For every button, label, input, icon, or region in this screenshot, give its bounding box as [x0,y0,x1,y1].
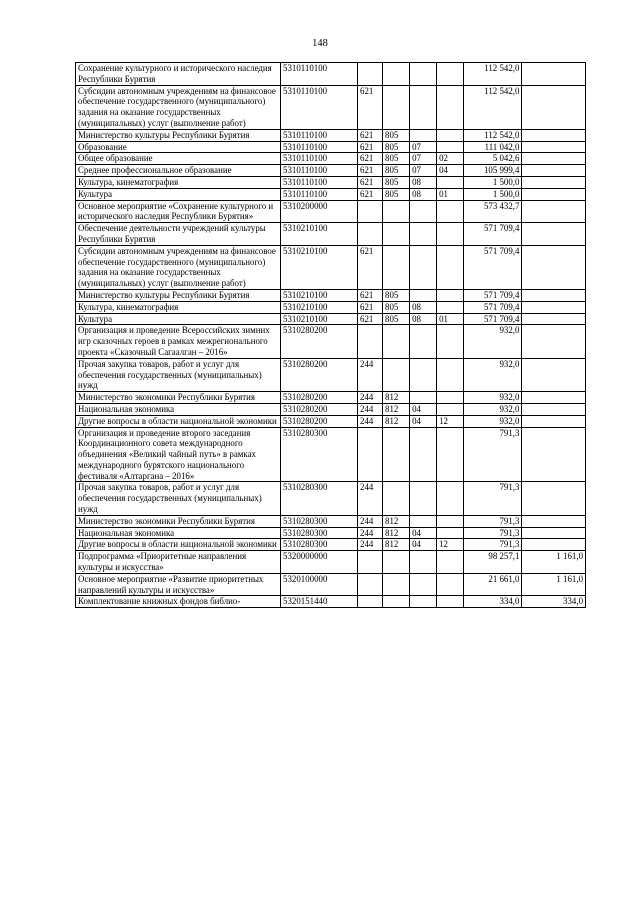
amount-federal-cell [522,539,586,551]
section-code-cell [410,392,437,404]
amount-total-cell: 932,0 [464,358,522,391]
subsection-code-cell: 12 [437,415,464,427]
amount-total-cell: 1 500,0 [464,176,522,188]
table-row [76,539,586,551]
table-row [76,289,586,301]
target-article-code-cell: 5310210100 [281,245,358,289]
expense-type-code-cell: 244 [358,515,383,527]
amount-federal-cell [522,427,586,482]
row-name-cell: Культура, кинематография [76,176,281,188]
section-code-cell [410,200,437,223]
administrator-code-cell: 812 [383,515,410,527]
amount-total-cell: 98 257,1 [464,551,522,574]
amount-total-cell: 791,3 [464,515,522,527]
table-row [76,358,586,391]
table-body [76,63,586,608]
subsection-code-cell [437,482,464,515]
amount-total-cell: 5 042,6 [464,153,522,165]
subsection-code-cell: 12 [437,539,464,551]
amount-federal-cell [522,129,586,141]
administrator-code-cell [383,245,410,289]
amount-total-cell: 111 042,0 [464,141,522,153]
amount-federal-cell [522,153,586,165]
section-code-cell [410,245,437,289]
amount-federal-cell [522,176,586,188]
table-row [76,63,586,86]
row-name-cell: Субсидии автономным учреждениям на финансовое обеспечение государственного (муниципального) задания на оказание государственных (муниципальных) услуг (выполнение работ) [76,85,281,129]
amount-total-cell: 791,3 [464,482,522,515]
administrator-code-cell: 812 [383,527,410,539]
table-row [76,551,586,574]
amount-federal-cell [522,527,586,539]
expense-type-code-cell: 621 [358,165,383,177]
target-article-code-cell: 5310280200 [281,415,358,427]
subsection-code-cell: 04 [437,165,464,177]
administrator-code-cell: 805 [383,176,410,188]
table-row [76,392,586,404]
section-code-cell [410,596,437,608]
subsection-code-cell [437,176,464,188]
administrator-code-cell: 805 [383,313,410,325]
row-name-cell: Субсидии автономным учреждениям на финансовое обеспечение государственного (муниципального) задания на оказание государственных (муниципальных) услуг (выполнение работ) [76,245,281,289]
amount-total-cell: 105 999,4 [464,165,522,177]
administrator-code-cell: 805 [383,165,410,177]
amount-total-cell: 571 709,4 [464,223,522,246]
section-code-cell [410,573,437,596]
expense-type-code-cell [358,63,383,86]
amount-federal-cell [522,301,586,313]
table-row [76,165,586,177]
administrator-code-cell: 812 [383,392,410,404]
row-name-cell: Подпрограмма «Приоритетные направления культуры и искусства» [76,551,281,574]
subsection-code-cell [437,403,464,415]
expense-type-code-cell: 244 [358,415,383,427]
expense-type-code-cell [358,223,383,246]
row-name-cell: Другие вопросы в области национальной экономики [76,539,281,551]
administrator-code-cell [383,573,410,596]
subsection-code-cell [437,427,464,482]
section-code-cell [410,427,437,482]
expense-type-code-cell: 244 [358,539,383,551]
subsection-code-cell [437,358,464,391]
subsection-code-cell: 02 [437,153,464,165]
section-code-cell: 08 [410,188,437,200]
subsection-code-cell: 01 [437,313,464,325]
subsection-code-cell: 01 [437,188,464,200]
amount-federal-cell: 1 161,0 [522,573,586,596]
table-row [76,527,586,539]
expense-type-code-cell: 244 [358,482,383,515]
amount-total-cell: 791,3 [464,427,522,482]
expense-type-code-cell: 621 [358,141,383,153]
subsection-code-cell [437,573,464,596]
administrator-code-cell: 812 [383,539,410,551]
table-row [76,482,586,515]
target-article-code-cell: 5310110100 [281,153,358,165]
section-code-cell: 07 [410,141,437,153]
expense-type-code-cell [358,200,383,223]
target-article-code-cell: 5310280200 [281,358,358,391]
administrator-code-cell: 805 [383,301,410,313]
expense-type-code-cell [358,427,383,482]
row-name-cell: Министерство экономики Республики Бурятия [76,392,281,404]
target-article-code-cell: 5310280300 [281,482,358,515]
administrator-code-cell: 805 [383,129,410,141]
administrator-code-cell [383,63,410,86]
section-code-cell: 07 [410,165,437,177]
amount-total-cell: 571 709,4 [464,289,522,301]
amount-federal-cell [522,200,586,223]
amount-total-cell: 791,3 [464,527,522,539]
administrator-code-cell: 812 [383,403,410,415]
target-article-code-cell: 5310110100 [281,188,358,200]
row-name-cell: Основное мероприятие «Сохранение культурного и исторического наследия Республики Бурятия» [76,200,281,223]
administrator-code-cell: 812 [383,415,410,427]
row-name-cell: Культура, кинематография [76,301,281,313]
section-code-cell: 08 [410,176,437,188]
target-article-code-cell: 5310110100 [281,165,358,177]
expense-type-code-cell: 621 [358,85,383,129]
amount-total-cell: 112 542,0 [464,85,522,129]
row-name-cell: Культура [76,188,281,200]
administrator-code-cell [383,358,410,391]
subsection-code-cell [437,63,464,86]
administrator-code-cell [383,200,410,223]
amount-total-cell: 571 709,4 [464,301,522,313]
subsection-code-cell [437,141,464,153]
row-name-cell: Общее образование [76,153,281,165]
table-row [76,153,586,165]
amount-federal-cell [522,313,586,325]
amount-federal-cell [522,482,586,515]
target-article-code-cell: 5310210100 [281,289,358,301]
section-code-cell: 04 [410,403,437,415]
target-article-code-cell: 5310210100 [281,313,358,325]
table-row [76,596,586,608]
section-code-cell: 04 [410,539,437,551]
expense-type-code-cell: 621 [358,245,383,289]
expense-type-code-cell: 621 [358,129,383,141]
amount-total-cell: 571 709,4 [464,245,522,289]
target-article-code-cell: 5310280300 [281,515,358,527]
table-row [76,85,586,129]
target-article-code-cell: 5310210100 [281,301,358,313]
section-code-cell: 07 [410,153,437,165]
amount-total-cell: 112 542,0 [464,129,522,141]
amount-total-cell: 932,0 [464,403,522,415]
page-number: 148 [312,38,328,49]
section-code-cell [410,289,437,301]
amount-total-cell: 932,0 [464,325,522,358]
section-code-cell [410,358,437,391]
row-name-cell: Национальная экономика [76,527,281,539]
target-article-code-cell: 5310110100 [281,85,358,129]
target-article-code-cell: 5310280300 [281,427,358,482]
budget-table [75,62,586,608]
section-code-cell [410,551,437,574]
expense-type-code-cell: 621 [358,301,383,313]
target-article-code-cell: 5310280300 [281,539,358,551]
expense-type-code-cell: 621 [358,153,383,165]
table-row [76,200,586,223]
expense-type-code-cell [358,325,383,358]
amount-federal-cell [522,223,586,246]
table-row [76,245,586,289]
table-row [76,129,586,141]
subsection-code-cell [437,289,464,301]
section-code-cell: 04 [410,415,437,427]
administrator-code-cell [383,85,410,129]
row-name-cell: Другие вопросы в области национальной экономики [76,415,281,427]
amount-federal-cell [522,63,586,86]
row-name-cell: Среднее профессиональное образование [76,165,281,177]
amount-total-cell: 1 500,0 [464,188,522,200]
table-row [76,188,586,200]
section-code-cell [410,129,437,141]
row-name-cell: Обеспечение деятельности учреждений культуры Республики Бурятия [76,223,281,246]
expense-type-code-cell: 244 [358,527,383,539]
expense-type-code-cell [358,551,383,574]
amount-total-cell: 573 432,7 [464,200,522,223]
row-name-cell: Образование [76,141,281,153]
table-row [76,301,586,313]
administrator-code-cell [383,427,410,482]
section-code-cell [410,515,437,527]
row-name-cell: Прочая закупка товаров, работ и услуг для обеспечения государственных (муниципальных) нужд [76,358,281,391]
section-code-cell [410,223,437,246]
target-article-code-cell: 5310110100 [281,63,358,86]
section-code-cell [410,482,437,515]
expense-type-code-cell [358,573,383,596]
target-article-code-cell: 5320151440 [281,596,358,608]
table-row [76,141,586,153]
subsection-code-cell [437,515,464,527]
section-code-cell: 08 [410,313,437,325]
table-row [76,176,586,188]
expense-type-code-cell: 621 [358,188,383,200]
subsection-code-cell [437,325,464,358]
administrator-code-cell: 805 [383,289,410,301]
table-row [76,415,586,427]
row-name-cell: Культура [76,313,281,325]
amount-federal-cell [522,358,586,391]
row-name-cell: Министерство культуры Республики Бурятия [76,289,281,301]
amount-federal-cell: 334,0 [522,596,586,608]
amount-federal-cell [522,415,586,427]
expense-type-code-cell: 621 [358,289,383,301]
expense-type-code-cell: 621 [358,176,383,188]
administrator-code-cell [383,325,410,358]
section-code-cell: 08 [410,301,437,313]
row-name-cell: Комплектование книжных фондов библио- [76,596,281,608]
target-article-code-cell: 5310200000 [281,200,358,223]
row-name-cell: Организация и проведение Всероссийских зимних игр сказочных героев в рамках межрегионального проекта «Сказочный Сагаалган – 2016» [76,325,281,358]
amount-federal-cell [522,165,586,177]
row-name-cell: Основное мероприятие «Развитие приоритетных направлений культуры и искусства» [76,573,281,596]
subsection-code-cell [437,596,464,608]
table-row [76,403,586,415]
amount-federal-cell [522,245,586,289]
amount-federal-cell [522,403,586,415]
subsection-code-cell [437,551,464,574]
table-row [76,223,586,246]
table-row [76,325,586,358]
target-article-code-cell: 5310110100 [281,176,358,188]
administrator-code-cell [383,596,410,608]
subsection-code-cell [437,245,464,289]
expense-type-code-cell [358,596,383,608]
amount-total-cell: 112 542,0 [464,63,522,86]
row-name-cell: Министерство культуры Республики Бурятия [76,129,281,141]
amount-total-cell: 21 661,0 [464,573,522,596]
target-article-code-cell: 5310280200 [281,403,358,415]
target-article-code-cell: 5310110100 [281,129,358,141]
expense-type-code-cell: 244 [358,392,383,404]
amount-total-cell: 791,3 [464,539,522,551]
amount-total-cell: 932,0 [464,415,522,427]
table-row [76,427,586,482]
target-article-code-cell: 5320100000 [281,573,358,596]
administrator-code-cell [383,223,410,246]
expense-type-code-cell: 244 [358,403,383,415]
administrator-code-cell [383,551,410,574]
amount-federal-cell [522,515,586,527]
expense-type-code-cell: 244 [358,358,383,391]
subsection-code-cell [437,200,464,223]
subsection-code-cell [437,527,464,539]
amount-total-cell: 334,0 [464,596,522,608]
table-row [76,573,586,596]
amount-total-cell: 932,0 [464,392,522,404]
section-code-cell [410,85,437,129]
target-article-code-cell: 5320000000 [281,551,358,574]
subsection-code-cell [437,85,464,129]
amount-total-cell: 571 709,4 [464,313,522,325]
amount-federal-cell: 1 161,0 [522,551,586,574]
section-code-cell [410,325,437,358]
administrator-code-cell [383,482,410,515]
target-article-code-cell: 5310280300 [281,527,358,539]
subsection-code-cell [437,129,464,141]
row-name-cell: Министерство экономики Республики Бурятия [76,515,281,527]
amount-federal-cell [522,392,586,404]
subsection-code-cell [437,392,464,404]
target-article-code-cell: 5310280200 [281,392,358,404]
row-name-cell: Национальная экономика [76,403,281,415]
subsection-code-cell [437,223,464,246]
section-code-cell [410,63,437,86]
administrator-code-cell: 805 [383,188,410,200]
section-code-cell: 04 [410,527,437,539]
row-name-cell: Сохранение культурного и исторического наследия Республики Бурятия [76,63,281,86]
administrator-code-cell: 805 [383,141,410,153]
amount-federal-cell [522,289,586,301]
amount-federal-cell [522,141,586,153]
amount-federal-cell [522,85,586,129]
amount-federal-cell [522,325,586,358]
target-article-code-cell: 5310210100 [281,223,358,246]
table-row [76,515,586,527]
target-article-code-cell: 5310280200 [281,325,358,358]
row-name-cell: Организация и проведение второго заседания Координационного совета международного объединения «Великий чайный путь» в рамках международного бурятского национального фестиваля «Алтаргана – 2016» [76,427,281,482]
amount-federal-cell [522,188,586,200]
row-name-cell: Прочая закупка товаров, работ и услуг для обеспечения государственных (муниципальных) нужд [76,482,281,515]
table-row [76,313,586,325]
expense-type-code-cell: 621 [358,313,383,325]
target-article-code-cell: 5310110100 [281,141,358,153]
administrator-code-cell: 805 [383,153,410,165]
subsection-code-cell [437,301,464,313]
